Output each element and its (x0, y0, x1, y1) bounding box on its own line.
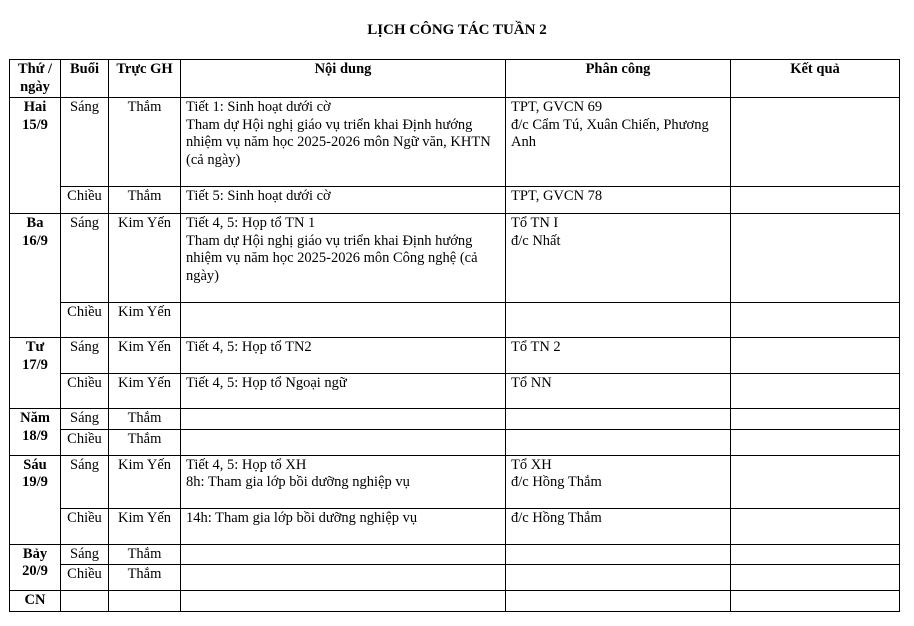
day-date: 15/9 (22, 116, 48, 133)
result-cell (731, 591, 900, 612)
header-result: Kết quả (731, 60, 900, 98)
result-cell (731, 508, 900, 544)
content-line: 14h: Tham gia lớp bồi dưỡng nghiệp vụ (186, 509, 418, 526)
content-line: Tiết 1: Sinh hoạt dưới cờ (186, 99, 331, 115)
header-assign: Phân công (506, 60, 731, 98)
day-name: Hai (23, 99, 47, 115)
assign-cell (506, 98, 731, 187)
duty-cell: Thắm (109, 98, 181, 187)
session-cell: Chiều (61, 508, 109, 544)
content-cell (181, 565, 506, 591)
day-date: 16/9 (22, 232, 48, 249)
content-cell (181, 374, 506, 409)
content-cell (181, 98, 506, 187)
day-name: Ba (26, 215, 44, 231)
duty-cell: Kim Yến (109, 508, 181, 544)
result-cell (731, 455, 900, 508)
day-name: Bảy (22, 545, 48, 562)
assign-line: Tổ NN (511, 375, 552, 391)
assign-cell (506, 508, 731, 544)
duty-cell: Thắm (109, 565, 181, 591)
content-cell (181, 591, 506, 612)
assign-cell (506, 429, 731, 455)
content-cell (181, 214, 506, 303)
table-row (10, 565, 900, 591)
day-cell (10, 409, 61, 456)
day-name: Sáu (23, 456, 47, 473)
content-cell (181, 409, 506, 430)
header-duty: Trực GH (109, 60, 181, 98)
content-cell (181, 303, 506, 338)
session-cell: Sáng (61, 409, 109, 430)
duty-cell: Kim Yến (109, 455, 181, 508)
day-cell (10, 214, 61, 338)
table-row (10, 187, 900, 214)
duty-cell: Kim Yến (109, 374, 181, 409)
result-cell (731, 565, 900, 591)
session-cell: Sáng (61, 338, 109, 374)
session-cell: Sáng (61, 98, 109, 187)
header-session: Buổi (61, 60, 109, 98)
result-cell (731, 187, 900, 214)
duty-cell (109, 591, 181, 612)
session-cell (61, 591, 109, 612)
result-cell (731, 214, 900, 303)
result-cell (731, 303, 900, 338)
assign-line: Tổ XH (511, 456, 552, 473)
assign-cell (506, 374, 731, 409)
duty-cell: Kim Yến (109, 214, 181, 303)
table-row (10, 374, 900, 409)
schedule-body (10, 98, 900, 612)
day-name: CN (24, 592, 46, 608)
assign-line: đ/c Hồng Thắm (511, 509, 602, 526)
table-row (10, 591, 900, 612)
session-cell: Sáng (61, 214, 109, 303)
assign-line: đ/c Cẩm Tú, Xuân Chiến, Phương Anh (511, 116, 709, 150)
assign-cell (506, 214, 731, 303)
assign-line: TPT, GVCN 78 (511, 188, 603, 204)
assign-cell (506, 338, 731, 374)
day-cell (10, 544, 61, 591)
content-cell (181, 187, 506, 214)
day-cell (10, 338, 61, 409)
assign-line: đ/c Hồng Thắm (511, 474, 602, 490)
result-cell (731, 429, 900, 455)
table-row (10, 338, 900, 374)
day-cell (10, 455, 61, 544)
result-cell (731, 544, 900, 565)
table-row (10, 303, 900, 338)
header-row (10, 60, 900, 98)
content-cell (181, 544, 506, 565)
schedule-table (9, 59, 900, 612)
result-cell (731, 338, 900, 374)
day-date: 20/9 (22, 563, 48, 579)
assign-cell (506, 455, 731, 508)
session-cell: Sáng (61, 544, 109, 565)
result-cell (731, 98, 900, 187)
day-name: Năm (20, 410, 50, 426)
page-title: LỊCH CÔNG TÁC TUẦN 2 (367, 22, 547, 38)
content-line: Tiết 4, 5: Họp tổ TN2 (186, 339, 312, 355)
content-line: Tiết 5: Sinh hoạt dưới cờ (186, 188, 331, 204)
assign-line: Tổ TN 2 (511, 339, 561, 355)
table-row (10, 214, 900, 303)
session-cell: Chiều (61, 565, 109, 591)
assign-line: TPT, GVCN 69 (511, 99, 603, 115)
content-line: 8h: Tham gia lớp bồi dưỡng nghiệp vụ (186, 474, 410, 490)
assign-cell (506, 409, 731, 430)
session-cell: Chiều (61, 374, 109, 409)
content-line: Tiết 4, 5: Họp tổ TN 1 (186, 215, 316, 231)
duty-cell: Thắm (109, 409, 181, 430)
duty-cell: Kim Yến (109, 338, 181, 374)
table-row (10, 409, 900, 430)
assign-cell (506, 303, 731, 338)
duty-cell: Kim Yến (109, 303, 181, 338)
day-date: 17/9 (22, 356, 48, 373)
content-cell (181, 429, 506, 455)
table-row (10, 455, 900, 508)
session-cell: Chiều (61, 187, 109, 214)
content-line: Tham dự Hội nghị giáo vụ triển khai Định hướng nhiệm vụ năm học 2025-2026 môn Ngữ văn, KHTN (cả ngày) (186, 116, 491, 168)
table-row (10, 508, 900, 544)
day-date: 19/9 (22, 474, 48, 490)
assign-line: Tổ TN I (511, 215, 559, 231)
day-date: 18/9 (22, 427, 48, 444)
day-cell (10, 98, 61, 214)
content-line: Tiết 4, 5: Họp tổ XH (186, 456, 307, 473)
assign-cell (506, 544, 731, 565)
day-cell (10, 591, 61, 612)
header-content: Nội dung (181, 60, 506, 98)
table-row (10, 544, 900, 565)
table-row (10, 429, 900, 455)
header-day: Thứ / ngày (10, 60, 61, 98)
content-cell (181, 455, 506, 508)
content-line: Tiết 4, 5: Họp tổ Ngoại ngữ (186, 375, 347, 391)
session-cell: Chiều (61, 303, 109, 338)
session-cell: Sáng (61, 455, 109, 508)
table-row (10, 98, 900, 187)
assign-line: đ/c Nhất (511, 232, 561, 249)
duty-cell: Thắm (109, 429, 181, 455)
content-cell (181, 508, 506, 544)
duty-cell: Thắm (109, 187, 181, 214)
duty-cell: Thắm (109, 544, 181, 565)
content-cell (181, 338, 506, 374)
result-cell (731, 374, 900, 409)
session-cell: Chiều (61, 429, 109, 455)
assign-cell (506, 187, 731, 214)
result-cell (731, 409, 900, 430)
day-name: Tư (25, 339, 45, 355)
assign-cell (506, 591, 731, 612)
content-line: Tham dự Hội nghị giáo vụ triển khai Định hướng nhiệm vụ năm học 2025-2026 môn Công nghệ (cả ngày) (186, 232, 478, 284)
assign-cell (506, 565, 731, 591)
